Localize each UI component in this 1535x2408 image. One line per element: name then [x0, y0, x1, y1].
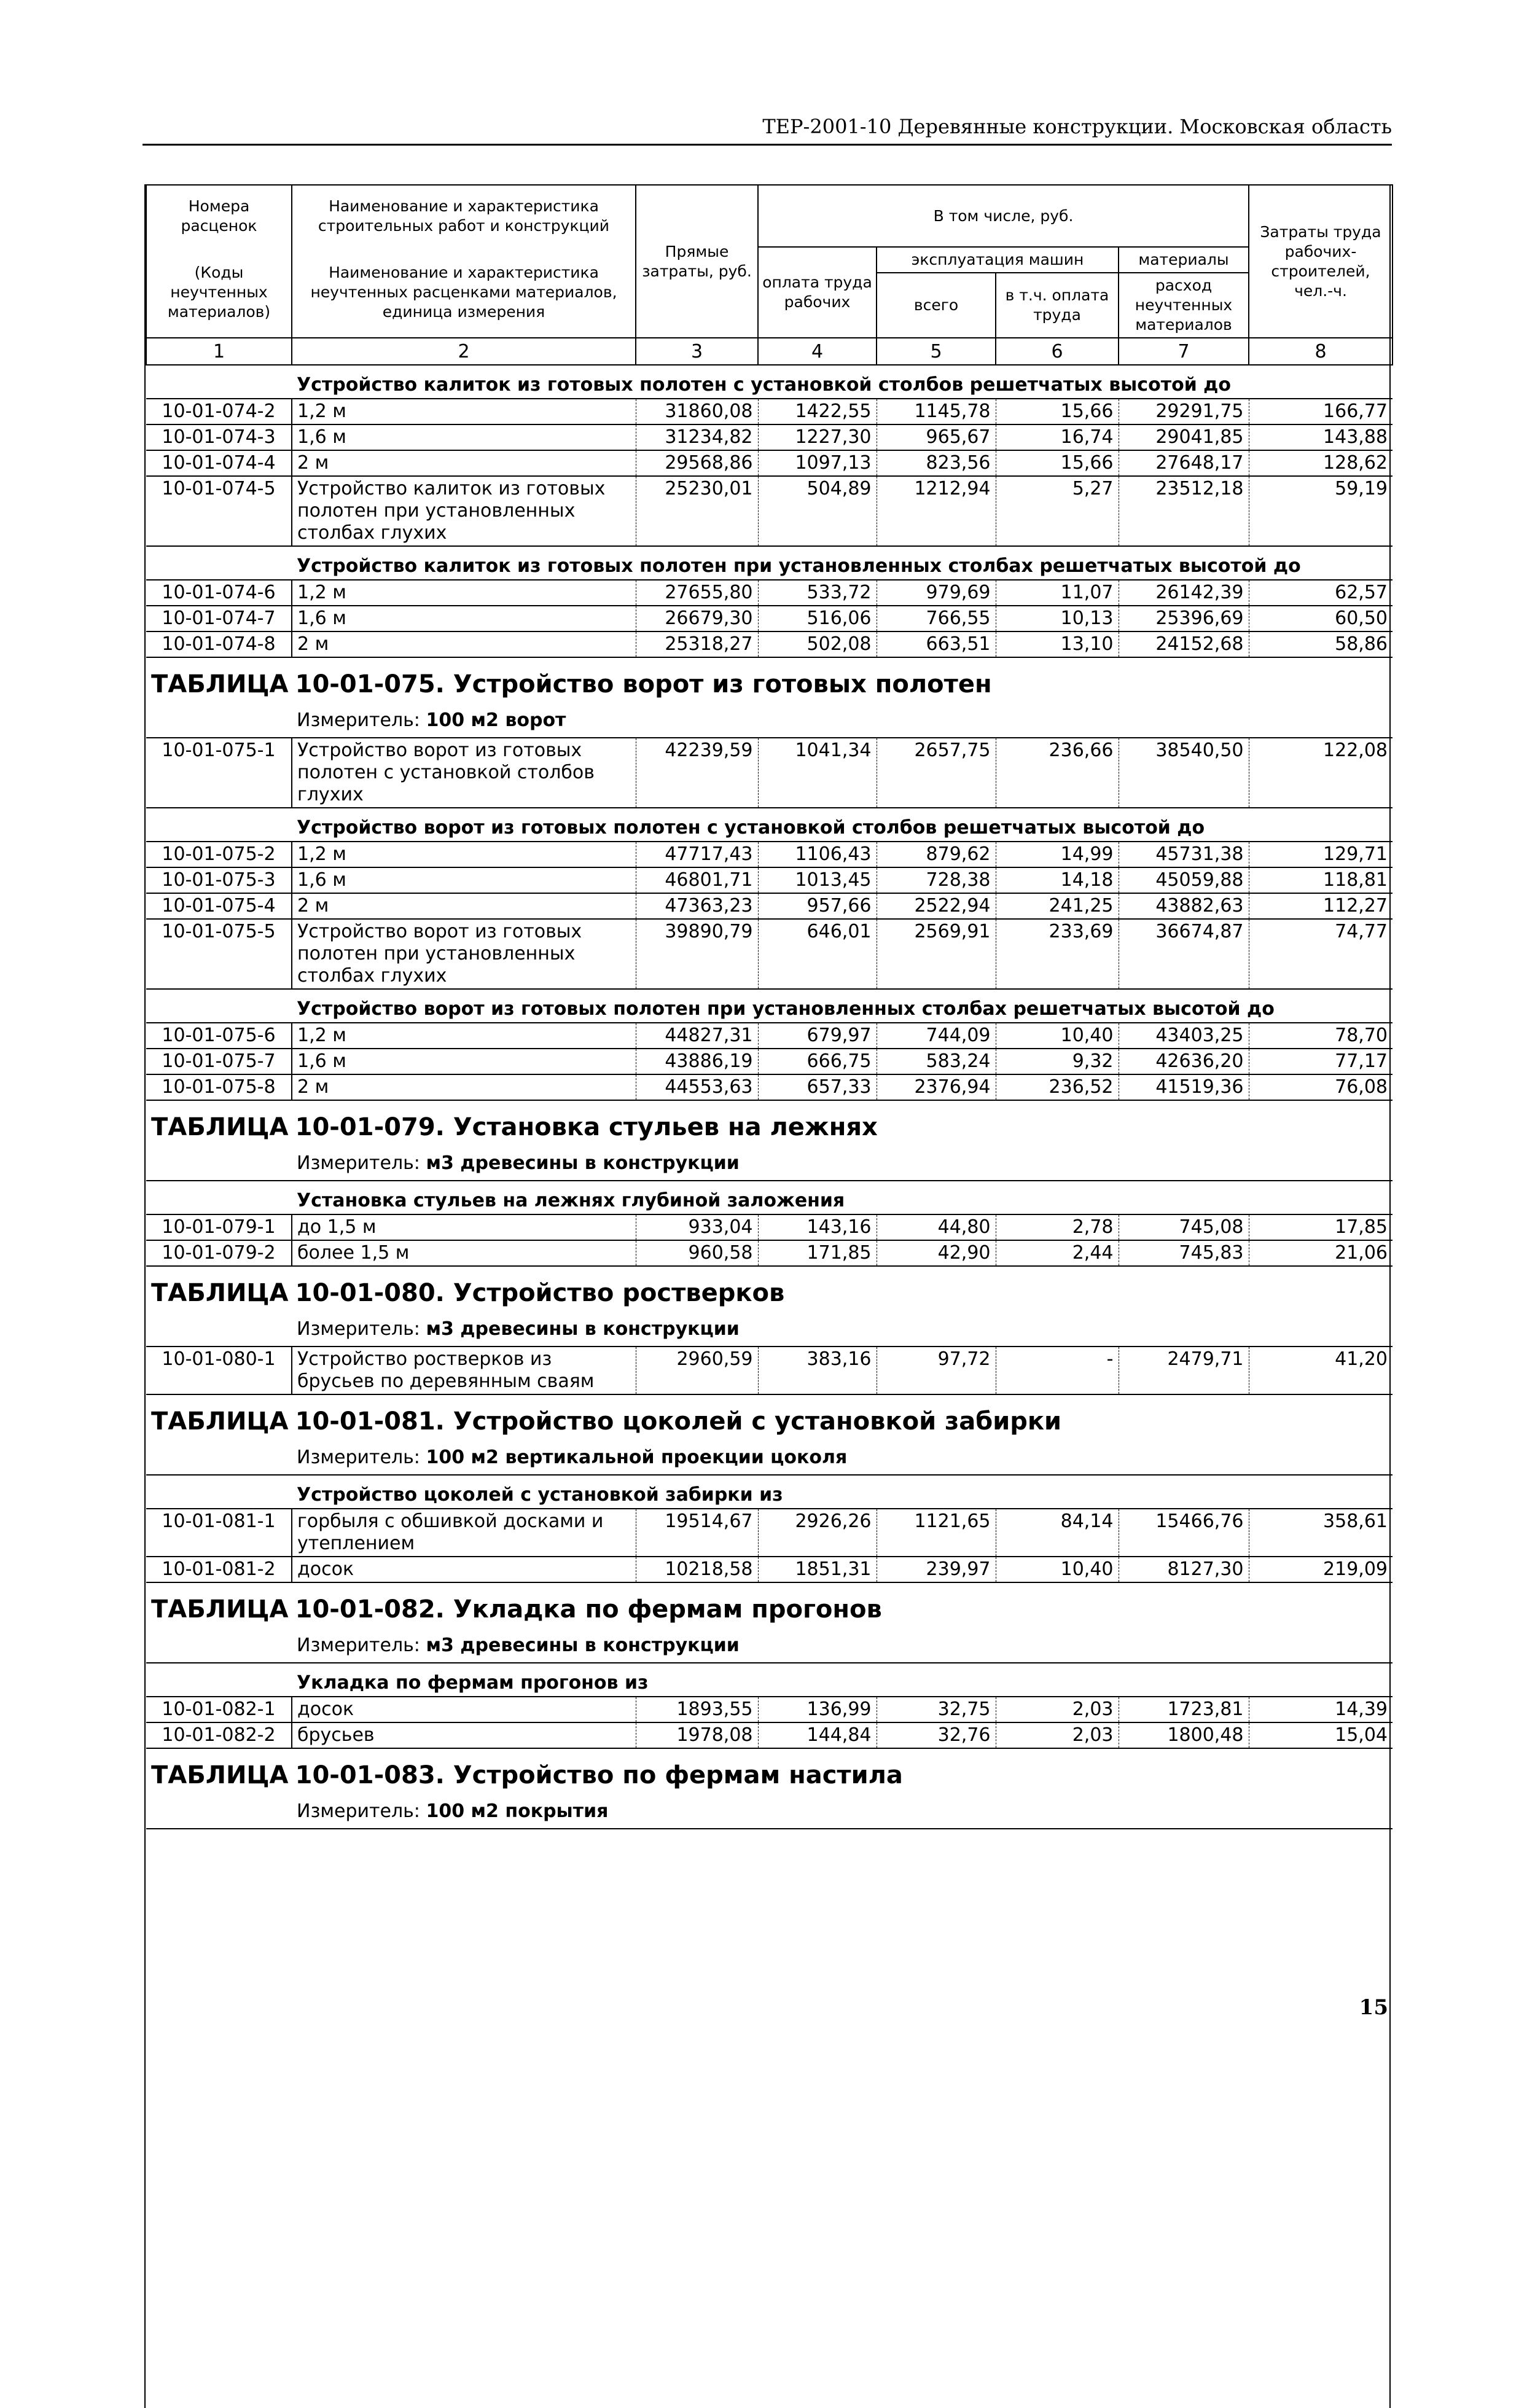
labor-cost: 144,84 [758, 1722, 877, 1748]
page-header [143, 113, 1392, 146]
rate-name: более 1,5 м [292, 1240, 636, 1266]
direct-cost: 2960,59 [636, 1347, 758, 1394]
labor-cost: 502,08 [758, 631, 877, 657]
machines-total: 2522,94 [877, 893, 996, 919]
machines-total: 744,09 [877, 1023, 996, 1049]
materials-cost: 1723,81 [1119, 1697, 1249, 1722]
rate-name: брусьев [292, 1722, 636, 1748]
labor-cost: 657,33 [758, 1074, 877, 1100]
labor-cost: 1422,55 [758, 399, 877, 424]
table-word: ТАБЛИЦА [151, 1761, 289, 1789]
materials-cost: 15466,76 [1119, 1509, 1249, 1557]
rates-sheet [144, 184, 1391, 2408]
worker-hours: 358,61 [1249, 1509, 1392, 1557]
table-title-row [146, 1100, 1392, 1147]
machines-total: 1145,78 [877, 399, 996, 424]
measure [292, 1796, 1392, 1829]
machines-labor: 241,25 [996, 893, 1119, 919]
worker-hours: 118,81 [1249, 867, 1392, 893]
table-title-row [146, 657, 1392, 705]
worker-hours: 59,19 [1249, 476, 1392, 546]
direct-cost: 26679,30 [636, 606, 758, 631]
machines-total: 1121,65 [877, 1509, 996, 1557]
materials-cost: 27648,17 [1119, 450, 1249, 476]
rate-name: Устройство ростверков из брусьев по деревянным сваям [292, 1347, 636, 1394]
machines-labor: 5,27 [996, 476, 1119, 546]
materials-cost: 1800,48 [1119, 1722, 1249, 1748]
worker-hours: 21,06 [1249, 1240, 1392, 1266]
direct-cost: 1978,08 [636, 1722, 758, 1748]
column-numbers-row [146, 338, 1392, 365]
labor-cost: 171,85 [758, 1240, 877, 1266]
rate-name: до 1,5 м [292, 1214, 636, 1240]
machines-total: 879,62 [877, 842, 996, 867]
table-name: 10-01-075. Устройство ворот из готовых полотен [295, 670, 992, 698]
section-row [146, 1475, 1392, 1509]
materials-cost: 41519,36 [1119, 1074, 1249, 1100]
materials-cost: 43403,25 [1119, 1023, 1249, 1049]
worker-hours: 62,57 [1249, 580, 1392, 606]
machines-total: 32,76 [877, 1722, 996, 1748]
section-row [146, 1663, 1392, 1697]
rate-name: Устройство ворот из готовых полотен при установленных столбах глухих [292, 919, 636, 989]
section-row [146, 546, 1392, 580]
table-row [146, 738, 1392, 808]
rate-name: досок [292, 1697, 636, 1722]
labor-cost: 1041,34 [758, 738, 877, 808]
rates-table [146, 184, 1393, 1829]
table-row [146, 580, 1392, 606]
col-code-header: Номера расценок [146, 185, 292, 247]
measure [292, 1630, 1392, 1663]
machines-labor: 233,69 [996, 919, 1119, 989]
table-title [146, 1100, 1392, 1147]
measure [292, 1147, 1392, 1181]
table-word: ТАБЛИЦА [151, 1595, 289, 1624]
machines-labor: 15,66 [996, 399, 1119, 424]
rate-code: 10-01-075-4 [146, 893, 292, 919]
rate-code: 10-01-075-1 [146, 738, 292, 808]
materials-cost: 36674,87 [1119, 919, 1249, 989]
table-row [146, 893, 1392, 919]
table-name: 10-01-082. Укладка по фермам прогонов [295, 1595, 882, 1624]
worker-hours: 17,85 [1249, 1214, 1392, 1240]
materials-cost: 25396,69 [1119, 606, 1249, 631]
table-name: 10-01-079. Установка стульев на лежнях [295, 1113, 878, 1141]
measure-row [146, 1147, 1392, 1181]
rate-code: 10-01-081-2 [146, 1557, 292, 1582]
col-number: 2 [292, 338, 636, 365]
materials-cost: 24152,68 [1119, 631, 1249, 657]
table-title [146, 1394, 1392, 1442]
section-row [146, 989, 1392, 1023]
table-row [146, 424, 1392, 450]
labor-cost: 646,01 [758, 919, 877, 989]
document-title: ТЕР-2001-10 Деревянные конструкции. Московская область [762, 115, 1392, 138]
machines-labor: 14,18 [996, 867, 1119, 893]
col-number: 8 [1249, 338, 1392, 365]
machines-labor: 11,07 [996, 580, 1119, 606]
table-name: 10-01-080. Устройство ростверков [295, 1279, 785, 1307]
direct-cost: 44553,63 [636, 1074, 758, 1100]
table-row [146, 450, 1392, 476]
rate-name: 1,2 м [292, 1023, 636, 1049]
rate-name: 2 м [292, 1074, 636, 1100]
section-row [146, 808, 1392, 842]
materials-cost: 45059,88 [1119, 867, 1249, 893]
section-title: Устройство ворот из готовых полотен с установкой столбов решетчатых высотой до [292, 808, 1392, 842]
col-number: 4 [758, 338, 877, 365]
direct-cost: 47717,43 [636, 842, 758, 867]
col-number: 3 [636, 338, 758, 365]
labor-cost: 2926,26 [758, 1509, 877, 1557]
col-incl-labor-header: в т.ч. оплата труда [996, 273, 1119, 338]
rate-name: досок [292, 1557, 636, 1582]
table-row [146, 1214, 1392, 1240]
direct-cost: 42239,59 [636, 738, 758, 808]
header-row [146, 185, 1392, 247]
table-title-row [146, 1266, 1392, 1313]
rate-name: 1,6 м [292, 1049, 636, 1074]
rate-code: 10-01-074-7 [146, 606, 292, 631]
machines-labor: 2,03 [996, 1697, 1119, 1722]
machines-labor: 13,10 [996, 631, 1119, 657]
section-title: Установка стульев на лежнях глубиной заложения [292, 1181, 1392, 1214]
machines-labor: 16,74 [996, 424, 1119, 450]
direct-cost: 933,04 [636, 1214, 758, 1240]
table-title [146, 1582, 1392, 1630]
col-materials-header: материалы [1119, 247, 1249, 273]
worker-hours: 60,50 [1249, 606, 1392, 631]
rate-code: 10-01-075-2 [146, 842, 292, 867]
measure-row [146, 1630, 1392, 1663]
machines-labor: 15,66 [996, 450, 1119, 476]
labor-cost: 504,89 [758, 476, 877, 546]
measure-unit: м3 древесины в конструкции [426, 1635, 740, 1656]
direct-cost: 46801,71 [636, 867, 758, 893]
machines-total: 2376,94 [877, 1074, 996, 1100]
materials-cost: 29291,75 [1119, 399, 1249, 424]
table-word: ТАБЛИЦА [151, 1407, 289, 1436]
labor-cost: 383,16 [758, 1347, 877, 1394]
measure-label: Измеритель: [297, 1447, 420, 1468]
measure-unit: 100 м2 вертикальной проекции цоколя [426, 1447, 848, 1468]
measure-unit: 100 м2 ворот [426, 710, 566, 731]
machines-labor: 10,40 [996, 1557, 1119, 1582]
machines-total: 32,75 [877, 1697, 996, 1722]
materials-cost: 29041,85 [1119, 424, 1249, 450]
machines-labor: 10,40 [996, 1023, 1119, 1049]
direct-cost: 39890,79 [636, 919, 758, 989]
table-word: ТАБЛИЦА [151, 1279, 289, 1307]
labor-cost: 957,66 [758, 893, 877, 919]
section-row [146, 1181, 1392, 1214]
rate-code: 10-01-074-2 [146, 399, 292, 424]
worker-hours: 128,62 [1249, 450, 1392, 476]
col-name-sub: Наименование и характеристика неучтенных расценками материалов, единица измерения [292, 247, 636, 338]
measure-unit: м3 древесины в конструкции [426, 1318, 740, 1340]
measure-unit: 100 м2 покрытия [426, 1800, 609, 1822]
machines-total: 42,90 [877, 1240, 996, 1266]
col-number: 7 [1119, 338, 1249, 365]
worker-hours: 74,77 [1249, 919, 1392, 989]
section-title: Устройство ворот из готовых полотен при установленных столбах решетчатых высотой до [292, 989, 1392, 1023]
worker-hours: 41,20 [1249, 1347, 1392, 1394]
col-incl-header: В том числе, руб. [758, 185, 1249, 247]
rate-name: 1,6 м [292, 606, 636, 631]
table-title-row [146, 1582, 1392, 1630]
machines-total: 97,72 [877, 1347, 996, 1394]
col-number: 5 [877, 338, 996, 365]
rate-code: 10-01-082-2 [146, 1722, 292, 1748]
table-row [146, 631, 1392, 657]
labor-cost: 1013,45 [758, 867, 877, 893]
col-code-sub: (Коды неучтенных материалов) [146, 247, 292, 338]
machines-total: 239,97 [877, 1557, 996, 1582]
labor-cost: 1227,30 [758, 424, 877, 450]
labor-cost: 1097,13 [758, 450, 877, 476]
col-direct-header: Прямые затраты, руб. [636, 185, 758, 338]
table-row [146, 1557, 1392, 1582]
direct-cost: 29568,86 [636, 450, 758, 476]
worker-hours: 129,71 [1249, 842, 1392, 867]
rate-code: 10-01-074-8 [146, 631, 292, 657]
materials-cost: 2479,71 [1119, 1347, 1249, 1394]
machines-total: 583,24 [877, 1049, 996, 1074]
measure-row [146, 1442, 1392, 1475]
col-number: 1 [146, 338, 292, 365]
measure [292, 1313, 1392, 1347]
measure-label: Измеритель: [297, 1152, 420, 1174]
rate-name: Устройство ворот из готовых полотен с установкой столбов глухих [292, 738, 636, 808]
rate-code: 10-01-075-6 [146, 1023, 292, 1049]
table-row [146, 1049, 1392, 1074]
col-number: 6 [996, 338, 1119, 365]
section-row [146, 365, 1392, 399]
machines-total: 766,55 [877, 606, 996, 631]
table-row [146, 842, 1392, 867]
direct-cost: 43886,19 [636, 1049, 758, 1074]
table-row [146, 1722, 1392, 1748]
worker-hours: 15,04 [1249, 1722, 1392, 1748]
table-row [146, 606, 1392, 631]
measure-label: Измеритель: [297, 710, 420, 731]
table-title-row [146, 1394, 1392, 1442]
col-workers-header: Затраты труда рабочих-строителей, чел.-ч. [1249, 185, 1392, 338]
machines-total: 979,69 [877, 580, 996, 606]
worker-hours: 76,08 [1249, 1074, 1392, 1100]
table-row [146, 1347, 1392, 1394]
table-row [146, 919, 1392, 989]
direct-cost: 25318,27 [636, 631, 758, 657]
machines-total: 663,51 [877, 631, 996, 657]
rate-code: 10-01-074-3 [146, 424, 292, 450]
rate-code: 10-01-075-8 [146, 1074, 292, 1100]
worker-hours: 122,08 [1249, 738, 1392, 808]
worker-hours: 112,27 [1249, 893, 1392, 919]
rate-code: 10-01-080-1 [146, 1347, 292, 1394]
table-row [146, 476, 1392, 546]
measure [292, 1442, 1392, 1475]
measure-label: Измеритель: [297, 1318, 420, 1340]
table-row [146, 1240, 1392, 1266]
table-row [146, 1509, 1392, 1557]
table-row [146, 867, 1392, 893]
rate-code: 10-01-082-1 [146, 1697, 292, 1722]
measure-unit: м3 древесины в конструкции [426, 1152, 740, 1174]
labor-cost: 666,75 [758, 1049, 877, 1074]
section-title: Устройство цоколей с установкой забирки из [292, 1475, 1392, 1509]
machines-total: 823,56 [877, 450, 996, 476]
machines-labor: - [996, 1347, 1119, 1394]
rate-code: 10-01-081-1 [146, 1509, 292, 1557]
labor-cost: 1106,43 [758, 842, 877, 867]
machines-total: 965,67 [877, 424, 996, 450]
rate-name: 2 м [292, 450, 636, 476]
rate-name: 1,2 м [292, 580, 636, 606]
table-title [146, 1748, 1392, 1796]
direct-cost: 44827,31 [636, 1023, 758, 1049]
machines-labor: 2,78 [996, 1214, 1119, 1240]
direct-cost: 47363,23 [636, 893, 758, 919]
direct-cost: 31860,08 [636, 399, 758, 424]
worker-hours: 166,77 [1249, 399, 1392, 424]
worker-hours: 58,86 [1249, 631, 1392, 657]
direct-cost: 1893,55 [636, 1697, 758, 1722]
section-title: Устройство калиток из готовых полотен с установкой столбов решетчатых высотой до [292, 365, 1392, 399]
rate-name: горбыля с обшивкой досками и утеплением [292, 1509, 636, 1557]
machines-labor: 14,99 [996, 842, 1119, 867]
direct-cost: 19514,67 [636, 1509, 758, 1557]
direct-cost: 31234,82 [636, 424, 758, 450]
labor-cost: 143,16 [758, 1214, 877, 1240]
col-name-header: Наименование и характеристика строительных работ и конструкций [292, 185, 636, 247]
rate-name: 1,6 м [292, 424, 636, 450]
materials-cost: 43882,63 [1119, 893, 1249, 919]
labor-cost: 136,99 [758, 1697, 877, 1722]
machines-labor: 2,03 [996, 1722, 1119, 1748]
worker-hours: 78,70 [1249, 1023, 1392, 1049]
col-machines-header: эксплуатация машин [877, 247, 1119, 273]
table-name: 10-01-083. Устройство по фермам настила [295, 1761, 903, 1789]
measure-row [146, 705, 1392, 738]
measure-label: Измеритель: [297, 1800, 420, 1822]
col-total-header: всего [877, 273, 996, 338]
materials-cost: 45731,38 [1119, 842, 1249, 867]
section-title: Устройство калиток из готовых полотен при установленных столбах решетчатых высотой до [292, 546, 1392, 580]
rate-code: 10-01-074-4 [146, 450, 292, 476]
labor-cost: 533,72 [758, 580, 877, 606]
table-row [146, 399, 1392, 424]
machines-labor: 236,66 [996, 738, 1119, 808]
table-row [146, 1023, 1392, 1049]
measure-row [146, 1313, 1392, 1347]
rate-code: 10-01-075-7 [146, 1049, 292, 1074]
table-title [146, 1266, 1392, 1313]
labor-cost: 516,06 [758, 606, 877, 631]
materials-cost: 745,08 [1119, 1214, 1249, 1240]
machines-total: 2569,91 [877, 919, 996, 989]
measure-row [146, 1796, 1392, 1829]
measure [292, 705, 1392, 738]
materials-cost: 38540,50 [1119, 738, 1249, 808]
rate-name: 1,2 м [292, 842, 636, 867]
machines-total: 1212,94 [877, 476, 996, 546]
rate-code: 10-01-074-5 [146, 476, 292, 546]
materials-cost: 23512,18 [1119, 476, 1249, 546]
machines-labor: 84,14 [996, 1509, 1119, 1557]
worker-hours: 143,88 [1249, 424, 1392, 450]
machines-total: 728,38 [877, 867, 996, 893]
measure-label: Измеритель: [297, 1635, 420, 1656]
labor-cost: 679,97 [758, 1023, 877, 1049]
materials-cost: 745,83 [1119, 1240, 1249, 1266]
machines-total: 2657,75 [877, 738, 996, 808]
machines-labor: 236,52 [996, 1074, 1119, 1100]
materials-cost: 26142,39 [1119, 580, 1249, 606]
machines-total: 44,80 [877, 1214, 996, 1240]
worker-hours: 219,09 [1249, 1557, 1392, 1582]
page-number: 15 [1359, 1995, 1388, 2020]
machines-labor: 9,32 [996, 1049, 1119, 1074]
direct-cost: 27655,80 [636, 580, 758, 606]
col-labor-header: оплата труда рабочих [758, 247, 877, 338]
rate-code: 10-01-075-3 [146, 867, 292, 893]
rate-code: 10-01-074-6 [146, 580, 292, 606]
worker-hours: 77,17 [1249, 1049, 1392, 1074]
section-title: Укладка по фермам прогонов из [292, 1663, 1392, 1697]
direct-cost: 25230,01 [636, 476, 758, 546]
materials-cost: 42636,20 [1119, 1049, 1249, 1074]
table-row [146, 1074, 1392, 1100]
rate-code: 10-01-079-1 [146, 1214, 292, 1240]
rate-name: 1,2 м [292, 399, 636, 424]
machines-labor: 2,44 [996, 1240, 1119, 1266]
table-word: ТАБЛИЦА [151, 670, 289, 698]
rate-name: 1,6 м [292, 867, 636, 893]
table-word: ТАБЛИЦА [151, 1113, 289, 1141]
rate-code: 10-01-079-2 [146, 1240, 292, 1266]
table-title-row [146, 1748, 1392, 1796]
rate-name: 2 м [292, 631, 636, 657]
rate-code: 10-01-075-5 [146, 919, 292, 989]
table-title [146, 657, 1392, 705]
table-name: 10-01-081. Устройство цоколей с установкой забирки [295, 1407, 1062, 1436]
rate-name: Устройство калиток из готовых полотен при установленных столбах глухих [292, 476, 636, 546]
worker-hours: 14,39 [1249, 1697, 1392, 1722]
labor-cost: 1851,31 [758, 1557, 877, 1582]
col-unaccounted-header: расход неучтенных материалов [1119, 273, 1249, 338]
table-row [146, 1697, 1392, 1722]
machines-labor: 10,13 [996, 606, 1119, 631]
rate-name: 2 м [292, 893, 636, 919]
direct-cost: 960,58 [636, 1240, 758, 1266]
materials-cost: 8127,30 [1119, 1557, 1249, 1582]
direct-cost: 10218,58 [636, 1557, 758, 1582]
